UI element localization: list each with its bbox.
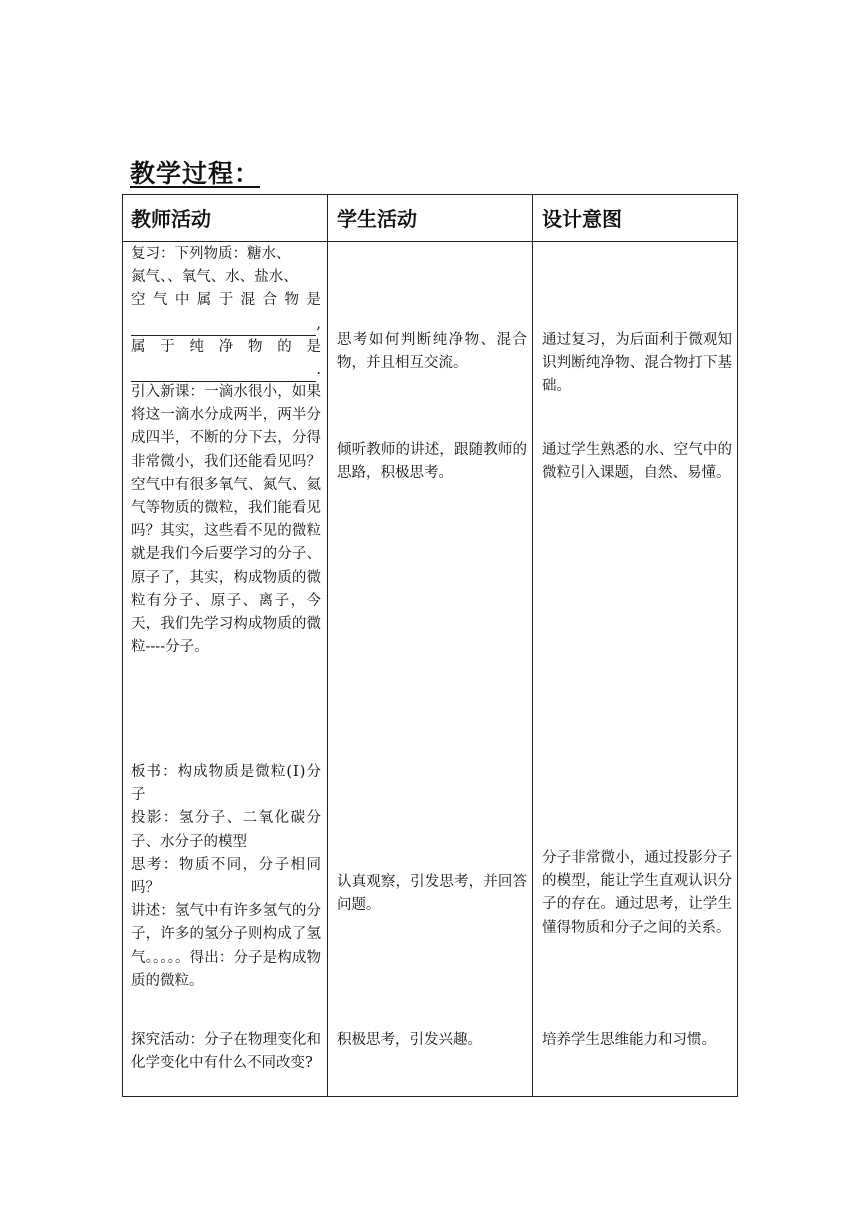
intent-explore: 培养学生思维能力和习惯。: [542, 1032, 716, 1048]
section-title: 教学过程：: [130, 159, 261, 188]
review-line: 复习：下列物质：糖水、: [131, 246, 291, 262]
student-explore: 积极思考，引发兴趣。: [337, 1032, 482, 1048]
intent-review: 通过复习，为后面利于微观知识判断纯净物、混合物打下基础。: [542, 332, 732, 395]
review-line: 氮气、、氧气、水、盐水、: [131, 269, 298, 286]
answer-blank-row: [131, 359, 321, 382]
column-divider: [327, 195, 328, 1096]
answer-blank-mixture: [131, 315, 316, 336]
lesson-table: [122, 194, 738, 1097]
teacher-molecule: [131, 761, 321, 993]
answer-blank-row: [131, 313, 321, 336]
student-intro: 倾听教师的讲述，跟随教师的思路，积极思考。: [337, 442, 527, 482]
think-note: 思考：物质不同，分子相同吗？: [131, 856, 321, 897]
answer-blank-pure: [131, 361, 316, 382]
blank-suffix: .: [316, 362, 321, 379]
teacher-intro: 引入新课：一滴水很小，如果将这一滴水分成两半，两半分成四半，不断的分下去，分得非常微小，我们还能看见吗？空气中有很多氧气、氮气、氦气等物质的微粒，我们能看见吗？其实，这些看不见的微粒就是我们今后要学习的分子、原子了，其实，构成物质的微粒有分子、原子、离子，今天，我们先学习构成物质的微粒----分子。: [131, 384, 321, 656]
projection-note: 投影：氢分子、二氧化碳分子、水分子的模型: [131, 810, 321, 850]
explain-note: 讲述：氢气中有许多氢气的分子，许多的氢分子则构成了氢气。。。。。得出：分子是构成物质的微粒。: [131, 903, 321, 989]
review-line-pure: 属于纯净物的是: [131, 338, 321, 355]
student-molecule: 认真观察，引发思考，并回答问题。: [337, 874, 527, 914]
board-note: 板书：构成物质是微粒(Ⅰ)分子: [131, 764, 321, 804]
header-divider: [123, 241, 737, 242]
blank-suffix: ,: [316, 315, 321, 332]
intent-molecule: 分子非常微小，通过投影分子的模型，能让学生直观认识分子的存在。通过思考，让学生懂得物质和分子之间的关系。: [542, 850, 732, 936]
teacher-explore: 探究活动：分子在物理变化和化学变化中有什么不同改变?: [131, 1032, 321, 1072]
header-student-activity: 学生活动: [337, 207, 417, 231]
review-line: 空气中属于混合物是: [131, 292, 321, 309]
column-divider: [532, 195, 533, 1096]
header-design-intent: 设计意图: [542, 207, 622, 231]
teacher-review: [131, 243, 321, 382]
header-teacher-activity: 教师活动: [131, 207, 211, 231]
student-review: 思考如何判断纯净物、混合物，并且相互交流。: [337, 332, 527, 372]
intent-intro: 通过学生熟悉的水、空气中的微粒引入课题，自然、易懂。: [542, 442, 732, 482]
